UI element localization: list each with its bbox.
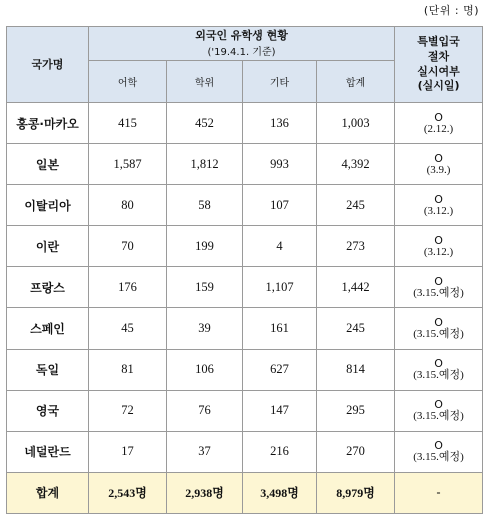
country-cell: 홍콩·마카오 bbox=[7, 103, 89, 144]
entry-date: (3.12.) bbox=[423, 245, 454, 258]
entry-mark: O bbox=[434, 439, 443, 453]
entry-cell bbox=[395, 103, 483, 144]
entry-date: (3.9.) bbox=[426, 163, 451, 176]
other-cell: 993 bbox=[243, 144, 317, 185]
country-cell: 스페인 bbox=[7, 308, 89, 349]
country-cell: 독일 bbox=[7, 349, 89, 390]
entry-mark: O bbox=[434, 233, 443, 247]
language-cell: 80 bbox=[89, 185, 167, 226]
entry-cell bbox=[395, 226, 483, 267]
unit-label: (단위 : 명) bbox=[423, 4, 479, 17]
entry-date: (3.15.예정) bbox=[413, 286, 464, 299]
header-special-entry-line: 특별입국 bbox=[417, 34, 460, 48]
entry-mark: O bbox=[434, 110, 443, 124]
other-cell: 4 bbox=[243, 226, 317, 267]
table-row bbox=[7, 349, 483, 390]
language-cell: 415 bbox=[89, 103, 167, 144]
country-cell: 일본 bbox=[7, 144, 89, 185]
header-language: 어학 bbox=[89, 61, 167, 103]
header-other: 기타 bbox=[243, 61, 317, 103]
header-total: 합계 bbox=[317, 61, 395, 103]
entry-mark: O bbox=[434, 398, 443, 412]
total-degree-cell: 2,938명 bbox=[167, 472, 243, 513]
other-cell: 107 bbox=[243, 185, 317, 226]
entry-date: (3.15.예정) bbox=[413, 410, 464, 423]
total-cell: 1,003 bbox=[317, 103, 395, 144]
total-cell: 1,442 bbox=[317, 267, 395, 308]
table-row bbox=[7, 390, 483, 431]
entry-cell bbox=[395, 144, 483, 185]
table-row bbox=[7, 226, 483, 267]
table-row bbox=[7, 431, 483, 472]
entry-mark: O bbox=[434, 316, 443, 330]
language-cell: 176 bbox=[89, 267, 167, 308]
other-cell: 1,107 bbox=[243, 267, 317, 308]
total-cell: 4,392 bbox=[317, 144, 395, 185]
language-cell: 72 bbox=[89, 390, 167, 431]
language-cell: 45 bbox=[89, 308, 167, 349]
entry-mark: O bbox=[434, 151, 443, 165]
degree-cell: 199 bbox=[167, 226, 243, 267]
entry-date: (3.15.예정) bbox=[413, 328, 464, 341]
total-cell: 295 bbox=[317, 390, 395, 431]
entry-cell bbox=[395, 390, 483, 431]
total-other-cell: 3,498명 bbox=[243, 472, 317, 513]
student-status-table bbox=[6, 26, 483, 514]
header-special-entry bbox=[395, 27, 483, 103]
other-cell: 216 bbox=[243, 431, 317, 472]
header-special-entry-line: 실시여부 bbox=[417, 64, 460, 78]
language-cell: 81 bbox=[89, 349, 167, 390]
country-cell: 영국 bbox=[7, 390, 89, 431]
total-entry-cell: - bbox=[395, 472, 483, 513]
header-country: 국가명 bbox=[7, 27, 89, 103]
total-cell: 245 bbox=[317, 185, 395, 226]
entry-cell bbox=[395, 308, 483, 349]
total-row bbox=[7, 472, 483, 513]
other-cell: 161 bbox=[243, 308, 317, 349]
entry-date: (3.15.예정) bbox=[413, 451, 464, 464]
table-row bbox=[7, 144, 483, 185]
total-label-cell: 합계 bbox=[7, 472, 89, 513]
language-cell: 17 bbox=[89, 431, 167, 472]
header-group-title: 외국인 유학생 현황 bbox=[195, 28, 288, 42]
total-total-cell: 8,979명 bbox=[317, 472, 395, 513]
degree-cell: 76 bbox=[167, 390, 243, 431]
degree-cell: 452 bbox=[167, 103, 243, 144]
entry-cell bbox=[395, 431, 483, 472]
table-row bbox=[7, 103, 483, 144]
country-cell: 프랑스 bbox=[7, 267, 89, 308]
other-cell: 147 bbox=[243, 390, 317, 431]
entry-date: (3.15.예정) bbox=[413, 369, 464, 382]
table-body bbox=[7, 103, 483, 514]
table-row bbox=[7, 267, 483, 308]
entry-cell bbox=[395, 349, 483, 390]
degree-cell: 37 bbox=[167, 431, 243, 472]
country-cell: 이란 bbox=[7, 226, 89, 267]
header-group-subtitle: ('19.4.1. 기준) bbox=[207, 47, 276, 59]
degree-cell: 106 bbox=[167, 349, 243, 390]
language-cell: 1,587 bbox=[89, 144, 167, 185]
total-cell: 273 bbox=[317, 226, 395, 267]
country-cell: 네덜란드 bbox=[7, 431, 89, 472]
entry-mark: O bbox=[434, 357, 443, 371]
header-special-entry-line: 절차 bbox=[427, 49, 450, 63]
language-cell: 70 bbox=[89, 226, 167, 267]
header-special-entry-line: (실시일) bbox=[417, 79, 460, 93]
total-cell: 814 bbox=[317, 349, 395, 390]
total-cell: 245 bbox=[317, 308, 395, 349]
degree-cell: 39 bbox=[167, 308, 243, 349]
entry-date: (2.12.) bbox=[423, 122, 454, 135]
entry-mark: O bbox=[434, 192, 443, 206]
entry-cell bbox=[395, 185, 483, 226]
entry-date: (3.12.) bbox=[423, 204, 454, 217]
table-row bbox=[7, 308, 483, 349]
header-group bbox=[89, 27, 395, 61]
entry-mark: O bbox=[434, 274, 443, 288]
degree-cell: 1,812 bbox=[167, 144, 243, 185]
country-cell: 이탈리아 bbox=[7, 185, 89, 226]
degree-cell: 58 bbox=[167, 185, 243, 226]
other-cell: 136 bbox=[243, 103, 317, 144]
entry-cell bbox=[395, 267, 483, 308]
table-row bbox=[7, 185, 483, 226]
total-cell: 270 bbox=[317, 431, 395, 472]
header-degree: 학위 bbox=[167, 61, 243, 103]
total-language-cell: 2,543명 bbox=[89, 472, 167, 513]
other-cell: 627 bbox=[243, 349, 317, 390]
degree-cell: 159 bbox=[167, 267, 243, 308]
